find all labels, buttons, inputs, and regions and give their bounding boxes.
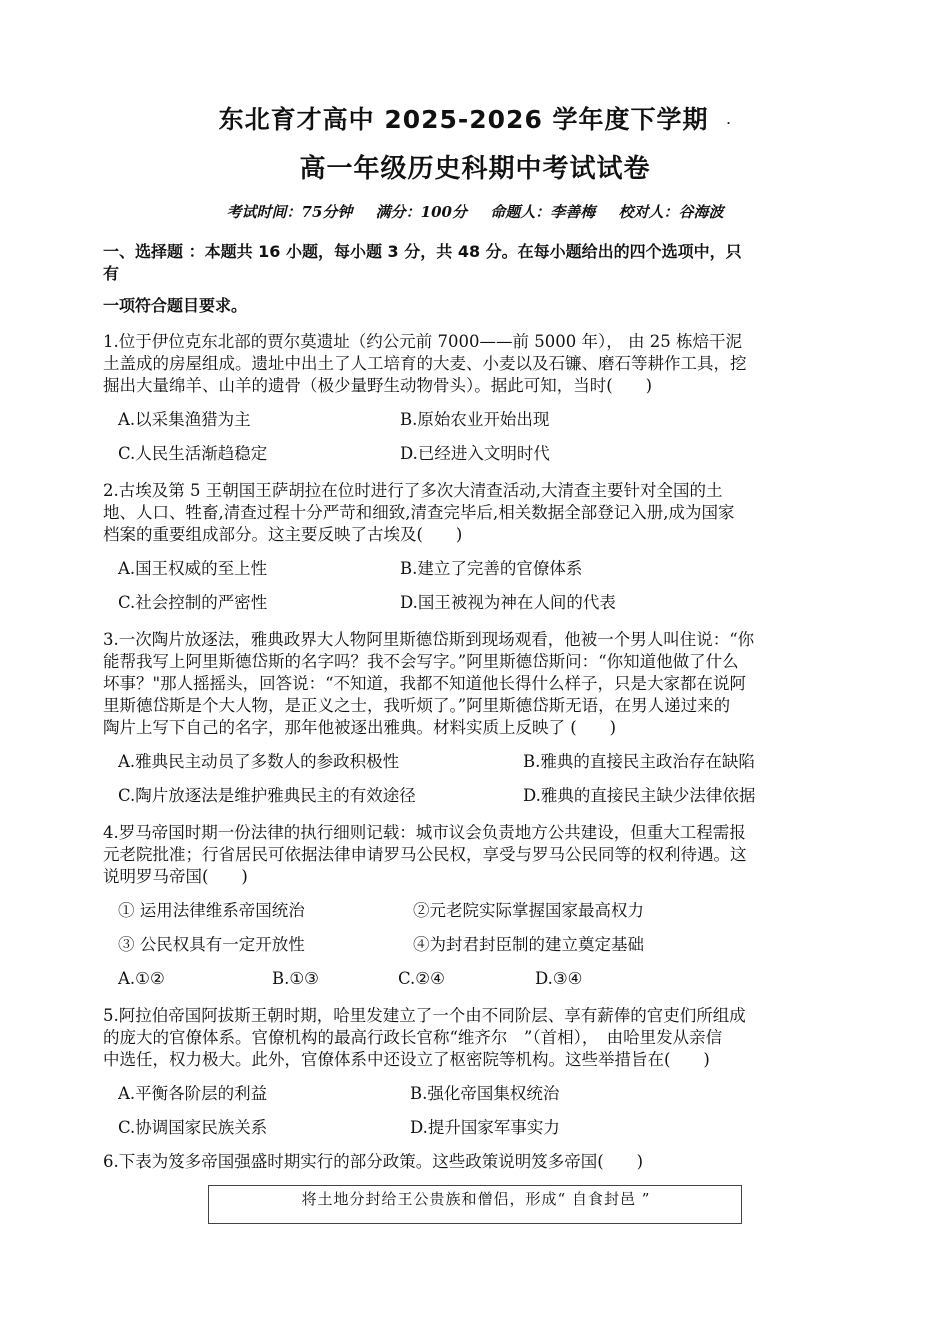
question-1-option-a[interactable]: A.以采集渔猎为主: [118, 410, 251, 429]
question-4-statement-1: ① 运用法律维系帝国统治: [118, 901, 305, 920]
question-3-line: 3.一次陶片放逐法，雅典政界大人物阿里斯德岱斯到现场观看，他被一个男人叫住说：“你: [103, 630, 755, 649]
question-4-line: 4.罗马帝国时期一份法律的执行细则记载：城市议会负责地方公共建设，但重大工程需报: [103, 823, 746, 842]
question-5-line: 5.阿拉伯帝国阿拔斯王朝时期，哈里发建立了一个由不同阶层、享有薪俸的官吏们所组成: [103, 1006, 746, 1025]
question-1-line: 掘出大量绵羊、山羊的遗骨（极少量野生动物骨头）。据此可知，当时( ): [103, 376, 653, 395]
question-4-statement-2: ②元老院实际掌握国家最高权力: [413, 901, 644, 920]
question-5-option-c[interactable]: C.协调国家民族关系: [118, 1118, 268, 1137]
question-6-table: [208, 1185, 742, 1224]
question-3-option-b[interactable]: B.雅典的直接民主政治存在缺陷: [523, 752, 755, 771]
question-2-option-c[interactable]: C.社会控制的严密性: [118, 593, 268, 612]
question-4-line: 说明罗马帝国( ): [103, 867, 248, 886]
question-2-line: 2.古埃及第 5 王朝国王萨胡拉在位时进行了多次大清查活动,大清查主要针对全国的土: [103, 481, 723, 500]
question-1-line: 土盖成的房屋组成。遗址中出土了人工培育的大麦、小麦以及石镰、磨石等耕作工具，挖: [103, 354, 747, 373]
question-3-line: 坏事？"那人摇摇头，回答说：“不知道，我都不知道他长得什么样子，只是大家都在说阿: [103, 674, 747, 693]
question-4-line: 元老院批准；行省居民可依据法律申请罗马公民权，享受与罗马公民同等的权利待遇。这: [103, 845, 747, 864]
section-heading-line: 有: [103, 264, 120, 283]
question-4-statement-3: ③ 公民权具有一定开放性: [118, 935, 305, 954]
exam-meta: [0, 201, 950, 222]
question-3-option-c[interactable]: C.陶片放逐法是维护雅典民主的有效途径: [118, 786, 416, 805]
question-3-option-d[interactable]: D.雅典的直接民主缺少法律依据: [523, 786, 756, 805]
exam-title-line1: [0, 100, 950, 136]
question-4-option-d[interactable]: D.③④: [535, 969, 583, 988]
question-1-option-b[interactable]: B.原始农业开始出现: [400, 410, 550, 429]
exam-score: 满分：100分: [375, 203, 467, 221]
question-2-option-b[interactable]: B.建立了完善的官僚体系: [400, 559, 583, 578]
question-4-option-a[interactable]: A.①②: [118, 969, 165, 988]
question-2-option-a[interactable]: A.国王权威的至上性: [118, 559, 268, 578]
section-heading-line: 一项符合题目要求。: [103, 296, 248, 315]
question-2-option-d[interactable]: D.国王被视为神在人间的代表: [400, 593, 616, 612]
exam-checker: 校对人：谷海波: [618, 203, 724, 221]
question-1-line: 1.位于伊位克东北部的贾尔莫遗址（约公元前 7000——前 5000 年）， 由 25 栋焙干泥: [103, 332, 742, 351]
title-dot: .: [726, 115, 732, 127]
question-5-option-d[interactable]: D.提升国家军事实力: [410, 1118, 560, 1137]
question-5-option-b[interactable]: B.强化帝国集权统治: [410, 1084, 560, 1103]
question-1-option-d[interactable]: D.已经进入文明时代: [400, 444, 550, 463]
question-5-line: 中选任，权力极大。此外，官僚体系中还设立了枢密院等机构。这些举措旨在( ): [103, 1050, 710, 1069]
question-3-line: 陶片上写下自己的名字，那年他被逐出雅典。材料实质上反映了 ( ): [103, 718, 617, 737]
question-4-statement-4: ④为封君封臣制的建立奠定基础: [413, 935, 644, 954]
question-3-line: 能帮我写上阿里斯德岱斯的名字吗？我不会写字。”阿里斯德岱斯问：“你知道他做了什么: [103, 652, 739, 671]
question-2-line: 地、人口、牲畜,清查过程十分严苛和细致,清查完毕后,相关数据全部登记入册,成为国家: [103, 503, 735, 522]
section-heading-line: 一、选择题 ：本题共 16 小题，每小题 3 分，共 48 分。在每小题给出的四个选项中，只: [103, 242, 742, 261]
question-1-option-c[interactable]: C.人民生活渐趋稳定: [118, 444, 268, 463]
question-3-line: 里斯德岱斯是个大人物，是正义之士，我听烦了。”阿里斯德岱斯无语，在男人递过来的: [103, 696, 731, 715]
exam-title-text: 东北育才高中 2025-2026 学年度下学期: [218, 105, 709, 134]
question-6-line: 6.下表为笈多帝国强盛时期实行的部分政策。这些政策说明笈多帝国( ): [103, 1152, 644, 1171]
question-2-line: 档案的重要组成部分。这主要反映了古埃及( ): [103, 525, 463, 544]
question-4-option-b[interactable]: B.①③: [272, 969, 319, 988]
exam-author: 命题人：李善梅: [490, 203, 596, 221]
question-3-option-a[interactable]: A.雅典民主动员了多数人的参政积极性: [118, 752, 400, 771]
question-4-option-c[interactable]: C.②④: [398, 969, 445, 988]
exam-time: 考试时间：75分钟: [226, 203, 353, 221]
question-5-line: 的庞大的官僚体系。官僚机构的最高行政长官称“维齐尔 ”（首相）， 由哈里发从亲信: [103, 1028, 723, 1047]
question-5-option-a[interactable]: A.平衡各阶层的利益: [118, 1084, 268, 1103]
exam-title-line2: 高一年级历史科期中考试试卷: [299, 154, 651, 184]
table-cell: 将土地分封给王公贵族和僧侣，形成“ 自食封邑 ”: [301, 1190, 651, 1208]
